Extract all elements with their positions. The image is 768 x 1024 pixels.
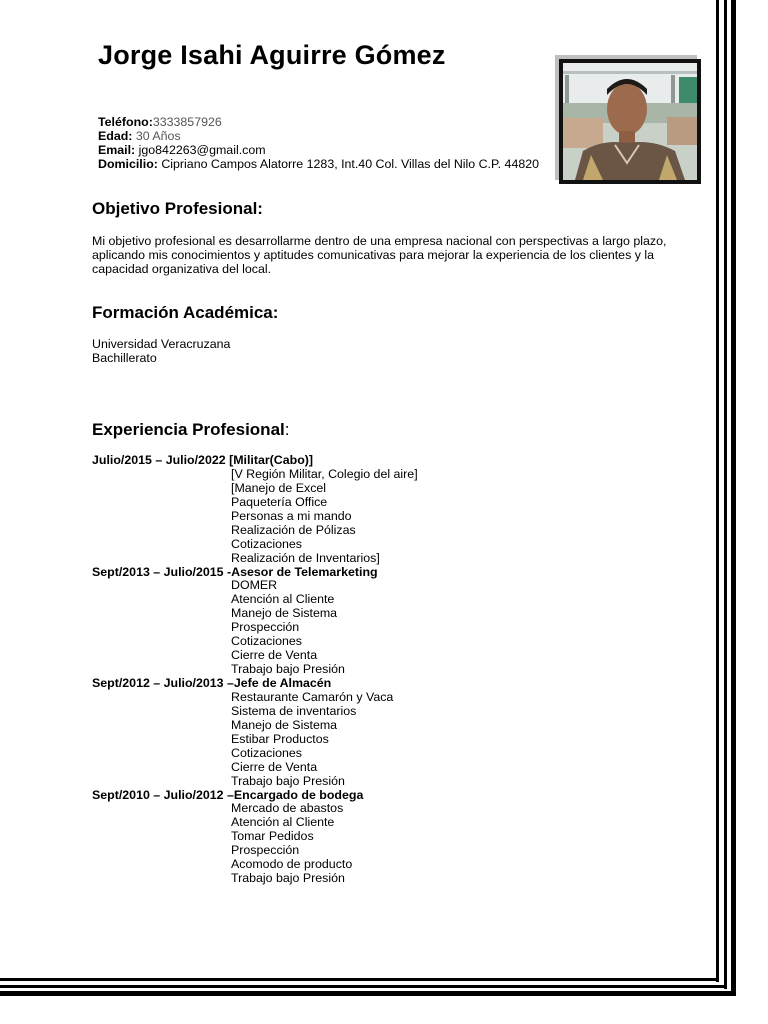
- phone-label: Teléfono:: [98, 115, 153, 129]
- job-detail: Acomodo de producto: [231, 857, 353, 872]
- job-detail: Estibar Productos: [231, 731, 329, 746]
- job-dates: Sept/2012 – Julio/2013: [92, 676, 224, 690]
- job-role: [Militar(Cabo)]: [225, 453, 314, 467]
- job-detail-row: [92, 830, 652, 844]
- job-detail: Cotizaciones: [231, 536, 302, 551]
- job-detail-row: [92, 691, 652, 705]
- job-detail: Prospección: [231, 843, 300, 858]
- job-detail-row: [92, 468, 652, 482]
- job-detail-row: [92, 719, 652, 733]
- page-border-line: [731, 0, 736, 996]
- job-detail-row: [92, 705, 652, 719]
- job-detail: Prospección: [231, 620, 300, 635]
- job-detail: Restaurante Camarón y Vaca: [231, 689, 394, 704]
- phone-value: 3333857926: [152, 115, 222, 129]
- job-role: -Asesor de Telemarketing: [223, 564, 378, 579]
- job-detail: Realización de Pólizas: [231, 522, 356, 537]
- age-line: [98, 129, 548, 143]
- job-detail: [V Región Militar, Colegio del aire]: [231, 466, 418, 481]
- age-value: 30 Años: [132, 129, 181, 143]
- job-detail-row: [92, 607, 652, 621]
- job-detail-row: [92, 510, 652, 524]
- experience-heading-colon: :: [284, 420, 290, 439]
- job-detail: Cierre de Venta: [231, 759, 318, 774]
- job-detail: Manejo de Sistema: [231, 717, 338, 732]
- page-border-line: [0, 991, 736, 996]
- job-detail-row: [92, 649, 652, 663]
- contact-block: [98, 115, 548, 171]
- email-value: jgo842263@gmail.com: [135, 143, 266, 157]
- education-line: Bachillerato: [92, 350, 157, 365]
- job-detail-row: [92, 816, 652, 830]
- job-detail-row: [92, 579, 652, 593]
- job-header: [92, 789, 652, 803]
- job-dates: Sept/2010 – Julio/2012: [92, 787, 224, 802]
- job-detail: Manejo de Sistema: [231, 606, 338, 621]
- job-role: –Jefe de Almacén: [223, 676, 332, 690]
- job-detail: Realización de Inventarios]: [231, 550, 380, 565]
- profile-photo: [559, 59, 701, 184]
- job-header: [92, 454, 652, 468]
- job-dates: Julio/2015 – Julio/2022: [92, 453, 226, 467]
- page-border-line: [716, 0, 719, 982]
- page-border-line: [0, 985, 727, 988]
- job-header: [92, 677, 652, 691]
- education-heading: Formación Académica:: [92, 303, 279, 322]
- job-detail: Trabajo bajo Presión: [231, 773, 345, 788]
- age-label: Edad:: [98, 129, 133, 143]
- experience-heading: [92, 420, 289, 440]
- objective-text: Mi objetivo profesional es desarrollarme dentro de una empresa nacional con perspectivas a largo plazo, aplicando mis conocimientos y aptitudes comunicativas para mejorar la experiencia de los clientes y la capacidad organizativa del local.: [92, 234, 667, 276]
- job-detail-row: [92, 524, 652, 538]
- job-detail: Cotizaciones: [231, 745, 302, 760]
- candidate-name: Jorge Isahi Aguirre Gómez: [98, 40, 446, 70]
- job-detail: Personas a mi mando: [231, 508, 352, 523]
- job-detail-row: [92, 872, 652, 886]
- job-detail-row: [92, 482, 652, 496]
- job-detail-row: [92, 538, 652, 552]
- objective-heading: Objetivo Profesional:: [92, 199, 263, 218]
- job-detail: Mercado de abastos: [231, 801, 344, 816]
- education-line: Universidad Veracruzana: [92, 337, 231, 351]
- job-detail: Atención al Cliente: [231, 815, 335, 830]
- job-detail: DOMER: [231, 578, 278, 593]
- email-line: [98, 143, 548, 157]
- job-detail-row: [92, 747, 652, 761]
- job-detail-row: [92, 775, 652, 789]
- job-detail: Cierre de Venta: [231, 648, 318, 663]
- job-detail-row: [92, 593, 652, 607]
- job-detail: Paquetería Office: [231, 494, 328, 509]
- job-detail-row: [92, 761, 652, 775]
- phone-line: [98, 115, 548, 129]
- job-detail: Sistema de inventarios: [231, 703, 357, 718]
- job-detail-row: [92, 733, 652, 747]
- job-detail-row: [92, 552, 652, 566]
- job-detail: Cotizaciones: [231, 634, 302, 649]
- address-label: Domicilio:: [98, 157, 158, 171]
- job-detail-row: [92, 621, 652, 635]
- job-detail: [Manejo de Excel: [231, 480, 327, 495]
- experience-heading-text: Experiencia Profesional: [92, 420, 285, 439]
- page-border-line: [0, 978, 719, 981]
- job-detail-row: [92, 844, 652, 858]
- job-detail-row: [92, 858, 652, 872]
- page-border-line: [724, 0, 727, 989]
- education-block: [92, 338, 677, 366]
- job-detail-row: [92, 635, 652, 649]
- job-detail: Atención al Cliente: [231, 592, 335, 607]
- job-detail-row: [92, 802, 652, 816]
- email-label: Email:: [98, 143, 136, 157]
- job-detail-row: [92, 496, 652, 510]
- job-header: [92, 566, 652, 580]
- job-detail: Trabajo bajo Presión: [231, 871, 345, 886]
- address-value: Cipriano Campos Alatorre 1283, Int.40 Col. Villas del Nilo C.P. 44820: [157, 157, 540, 171]
- experience-list: [92, 454, 652, 886]
- job-role: –Encargado de bodega: [223, 787, 364, 802]
- job-detail: Tomar Pedidos: [231, 829, 314, 844]
- job-detail: Trabajo bajo Presión: [231, 662, 345, 677]
- job-dates: Sept/2013 – Julio/2015: [92, 564, 224, 579]
- job-detail-row: [92, 663, 652, 677]
- address-line: [98, 157, 548, 171]
